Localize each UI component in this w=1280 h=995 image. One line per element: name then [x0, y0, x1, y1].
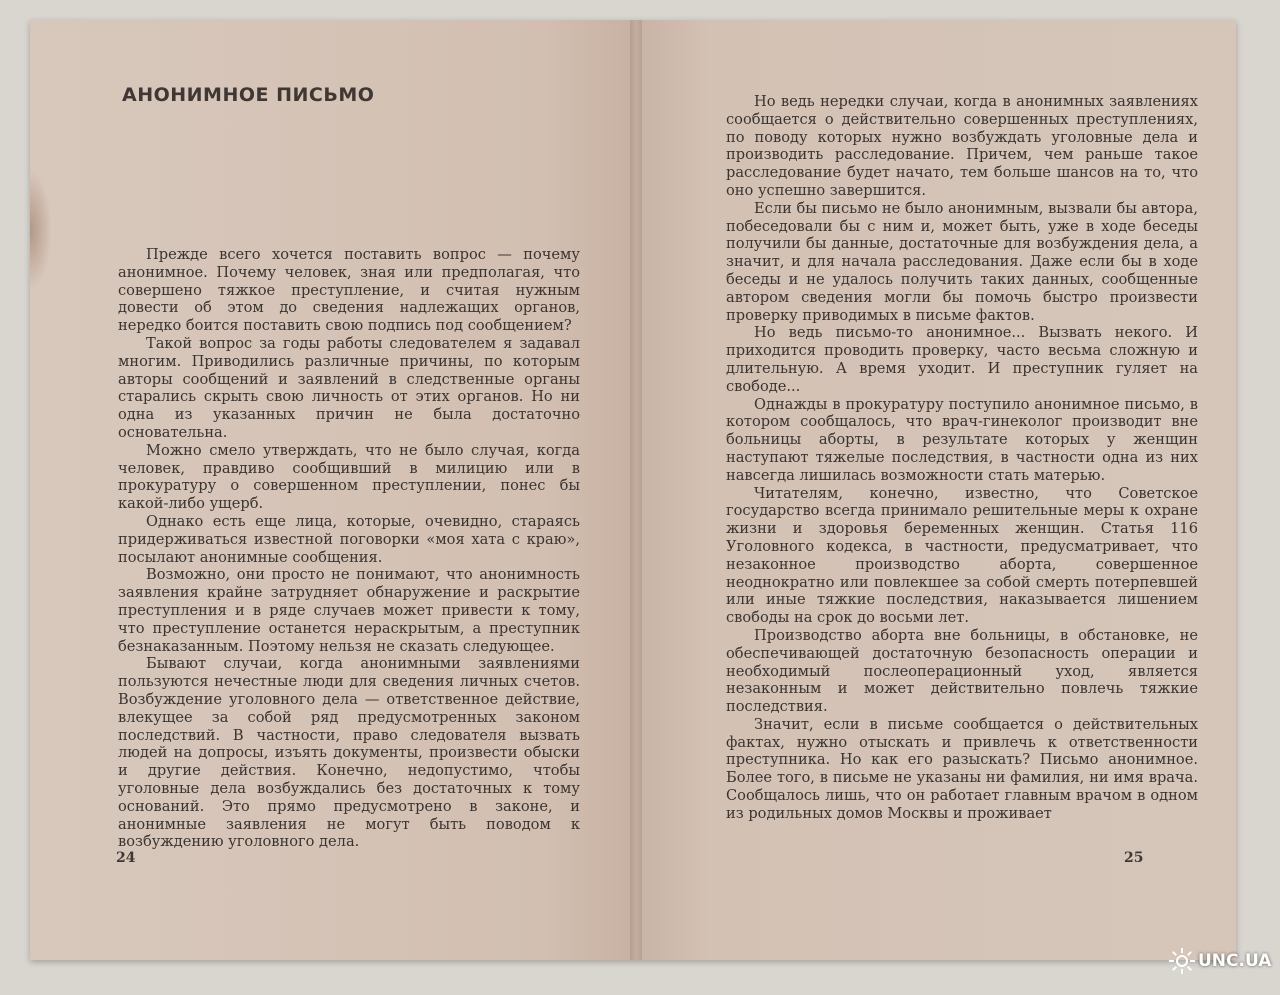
right-page [636, 20, 1236, 960]
paragraph: Но ведь письмо-то анонимное... Вызвать некого. И приходится проводить проверку, часто весьма сложную и длительную. А время уходит. И преступник гуляет на свободе... [726, 324, 1198, 395]
paragraph: Однако есть еще лица, которые, очевидно, стараясь придерживаться известной поговорки «моя хата с краю», посылают анонимные сообщения. [118, 512, 580, 566]
paragraph: Прежде всего хочется поставить вопрос — почему анонимное. Почему человек, зная или предполагая, что совершено тяжкое преступление, и считая нужным довести об этом до сведения надлежащих органов, нередко боится поставить свою подпись под сообщением? [118, 246, 580, 335]
paragraph: Если бы письмо не было анонимным, вызвали бы автора, побеседовали бы с ним и, может быть, уже в ходе беседы получили бы данные, достаточные для возбуждения дела, а значит, и для начала расследования. Даже если бы в ходе беседы и не удалось получить таких данных, сообщенные автором сведения могли бы помочь быстро произвести проверку приводимых в письме фактов. [726, 199, 1198, 324]
left-page [30, 20, 636, 960]
paragraph: Такой вопрос за годы работы следователем я задавал многим. Приводились различные причины, по которым авторы сообщений и заявлений в следственные органы старались скрыть свою личность от этих органов. Но ни одна из указанных причин не была достаточно основательна. [118, 334, 580, 441]
paragraph: Можно смело утверждать, что не было случая, когда человек, правдиво сообщивший в милицию или в прокуратуру о совершенном преступлении, понес бы какой-либо ущерб. [118, 441, 580, 513]
paragraph: Бывают случаи, когда анонимными заявлениями пользуются нечестные люди для сведения личных счетов. Возбуждение уголовного дела — ответственное действие, влекущее за собой ряд предусмотренных законом последствий. В частности, право следователя вызвать людей на допросы, изъять документы, произвести обыски и другие действия. Конечно, недопустимо, чтобы уголовные дела возбуждались без достаточных к тому оснований. Это прямо предусмотрено в законе, и анонимные заявления не могут быть поводом к возбуждению уголовного дела. [118, 655, 580, 851]
paragraph: Значит, если в письме сообщается о действительных фактах, нужно отыскать и привлечь к ответственности преступника. Но как его разыскать? Письмо анонимное. Более того, в письме не указаны ни фамилия, ни имя врача. Сообщалось лишь, что он работает главным врачом в одном из родильных домов Москвы и проживает [726, 715, 1198, 822]
paragraph: Однажды в прокуратуру поступило анонимное письмо, в котором сообщалось, что врач-гинеколог производит вне больницы аборты, в результате которых у женщин наступают тяжелые последствия, в частности одна из них навсегда лишилась возможности стать матерью. [726, 395, 1198, 484]
watermark-text: UNC.UA [1198, 951, 1272, 971]
paragraph: Читателям, конечно, известно, что Советское государство всегда принимало решительные меры к охране жизни и здоровья беременных женщин. Статья 116 Уголовного кодекса, в частности, предусматривает, что незаконное производство аборта, совершенное неоднократно или повлекшее за собой смерть потерпевшей или иные тяжкие последствия, наказывается лишением свободы на срок до восьми лет. [726, 484, 1198, 627]
sun-logo-icon [1168, 947, 1196, 975]
page-number-right: 25 [1124, 850, 1144, 866]
right-page-text [726, 93, 1198, 823]
site-watermark [1168, 936, 1278, 986]
paragraph: Возможно, они просто не понимают, что анонимность заявления крайне затрудняет обнаружение и раскрытие преступления и в ряде случаев может привести к тому, что преступление останется нераскрытым, а преступник безнаказанным. Поэтому нельзя не сказать следующее. [118, 566, 580, 655]
page-stain [30, 170, 52, 290]
chapter-title: АНОНИМНОЕ ПИСЬМО [122, 84, 375, 106]
paragraph: Но ведь нередки случаи, когда в анонимных заявлениях сообщается о действительно совершенных преступлениях, по поводу которых нужно возбуждать уголовные дела и производить расследование. Причем, чем раньше такое расследование будет начато, тем больше шансов на то, что оно успешно завершится. [726, 93, 1198, 199]
book-spine-gutter [630, 20, 642, 960]
left-page-text [118, 246, 580, 851]
open-booklet [30, 20, 1236, 960]
paragraph: Производство аборта вне больницы, в обстановке, не обеспечивающей достаточную безопасность операции и необходимый послеоперационный уход, является незаконным и может действительно повлечь тяжкие последствия. [726, 626, 1198, 716]
page-number-left: 24 [116, 850, 136, 866]
